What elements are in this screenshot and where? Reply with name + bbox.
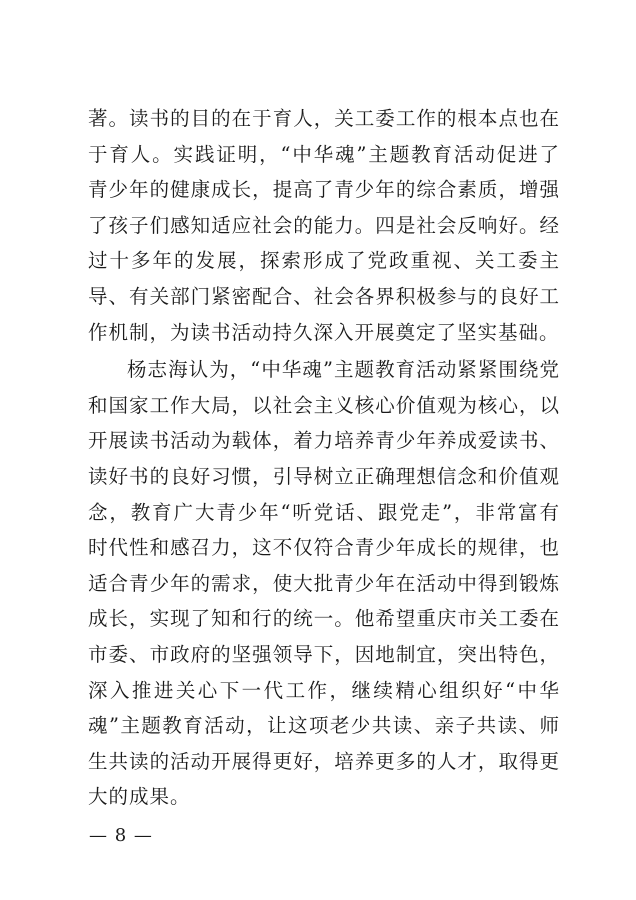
body-text — [88, 101, 560, 815]
paragraph-yang-zhihai: 杨志海认为，“中华魂”主题教育活动紧紧围绕党和国家工作大局，以社会主义核心价值观为核心，以开展读书活动为载体，着力培养青少年养成爱读书、读好书的良好习惯，引导树立正确理想信念和价值观念，教育广大青少年“听党话、跟党走”，非常富有时代性和感召力，这不仅符合青少年成长的规律，也适合青少年的需求，使大批青少年在活动中得到锻炼成长，实现了知和行的统一。他希望重庆市关工委在市委、市政府的坚强领导下，因地制宜，突出特色，深入推进关心下一代工作，继续精心组织好“中华魂”主题教育活动，让这项老少共读、亲子共读、师生共读的活动开展得更好，培养更多的人才，取得更大的成果。 — [88, 358, 560, 809]
paragraph-continuation: 著。读书的目的在于育人，关工委工作的根本点也在于育人。实践证明，“中华魂”主题教育活动促进了青少年的健康成长，提高了青少年的综合素质，增强了孩子们感知适应社会的能力。四是社会反响好。经过十多年的发展，探索形成了党政重视、关工委主导、有关部门紧密配合、社会各界积极参与的良好工作机制，为读书活动持久深入开展奠定了坚实基础。 — [88, 107, 560, 344]
page-number: — 8 — — [89, 825, 153, 846]
